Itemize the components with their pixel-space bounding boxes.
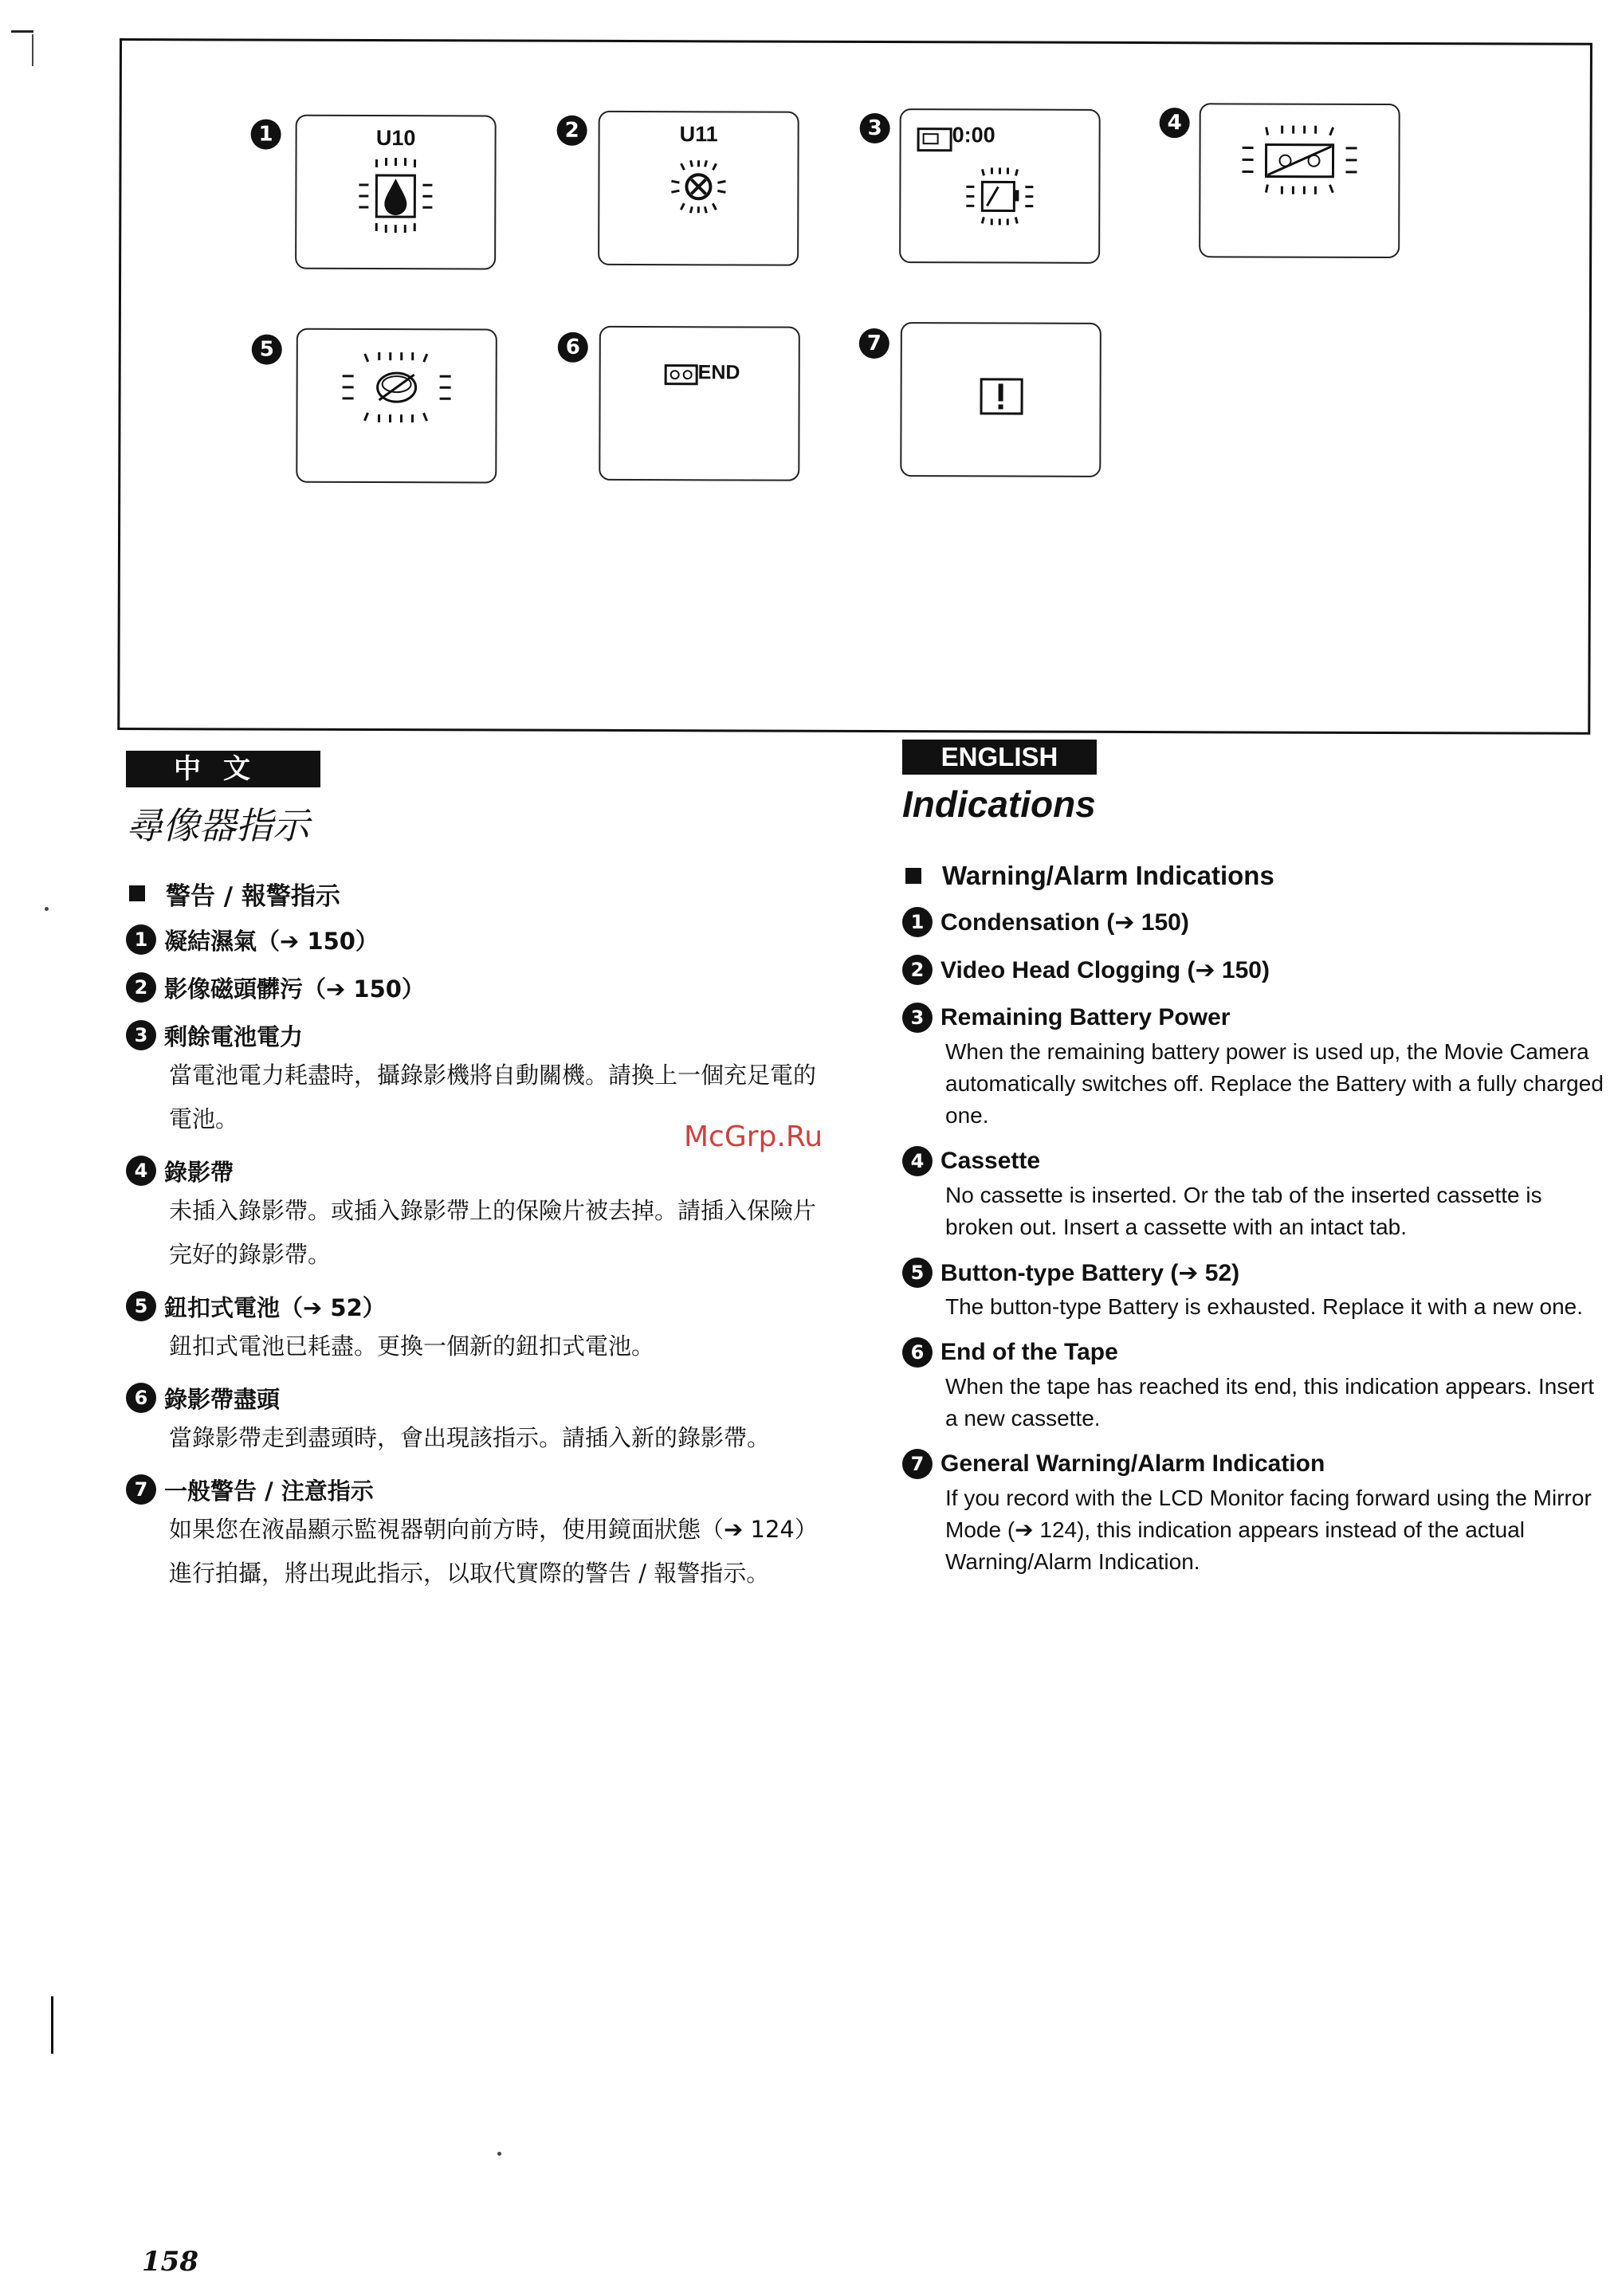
chinese-subheading bbox=[126, 875, 843, 912]
item-number: 4 bbox=[126, 1156, 156, 1186]
item-number: 7 bbox=[126, 1474, 156, 1505]
item-title: End of the Tape bbox=[940, 1339, 1118, 1365]
bullet-square-icon bbox=[905, 868, 921, 884]
item-body: If you record with the LCD Monitor facing forward using the Mirror Mode (➔ 124), this indication appears instead of the actual Warning/Alarm Indication. bbox=[945, 1486, 1592, 1574]
item-body: 如果您在液晶顯示監視器朝向前方時，使用鏡面狀態（➔ 124）進行拍攝，將出現此指示，以取代實際的警告 / 報警指示。 bbox=[169, 1516, 818, 1587]
item-title: Cassette bbox=[940, 1148, 1041, 1174]
chinese-item-4 bbox=[126, 1152, 843, 1277]
item-number: 2 bbox=[126, 972, 156, 1003]
item-number: 3 bbox=[902, 1003, 933, 1033]
english-item-3 bbox=[902, 999, 1604, 1132]
corner-crop-mark bbox=[11, 30, 33, 65]
battery-mini-icon bbox=[917, 128, 952, 151]
english-subheading bbox=[902, 858, 1604, 894]
chinese-list bbox=[126, 875, 843, 1607]
item-title: 鈕扣式電池（➔ 52） bbox=[164, 1293, 386, 1321]
item-number: 6 bbox=[902, 1337, 933, 1368]
item-title: 一般警告 / 注意指示 bbox=[164, 1477, 374, 1505]
item-number: 2 bbox=[902, 955, 933, 985]
warning-icon bbox=[980, 378, 1023, 414]
item-title: 錄影帶 bbox=[164, 1158, 234, 1186]
english-item-5 bbox=[902, 1254, 1604, 1323]
english-item-4 bbox=[902, 1143, 1604, 1243]
chinese-section-tab: 中文 bbox=[126, 751, 320, 787]
item-body: When the tape has reached its end, this indication appears. Insert a new cassette. bbox=[945, 1374, 1595, 1431]
watermark: McGrp.Ru bbox=[684, 1121, 823, 1153]
item-number: 5 bbox=[126, 1291, 156, 1321]
chinese-section-title: 尋像器指示 bbox=[126, 804, 309, 847]
margin-rule bbox=[51, 1996, 53, 2054]
item-number: 6 bbox=[126, 1383, 156, 1413]
item-body: The button-type Battery is exhausted. Replace it with a new one. bbox=[945, 1294, 1584, 1319]
screen-button-battery bbox=[296, 328, 497, 484]
chinese-item-2 bbox=[126, 969, 843, 1006]
item-title: Condensation (➔ 150) bbox=[940, 909, 1189, 936]
chinese-item-6 bbox=[126, 1380, 843, 1460]
chinese-item-5 bbox=[126, 1288, 843, 1368]
item-number: 1 bbox=[126, 924, 156, 955]
tape-end-label: END bbox=[697, 361, 740, 384]
speck bbox=[497, 2152, 501, 2156]
item-body: When the remaining battery power is used up, the Movie Camera automatically switches off. Replace the Battery with a fully charged one. bbox=[945, 1039, 1604, 1128]
item-title: 凝結濕氣（➔ 150） bbox=[164, 927, 379, 955]
item-body: 當電池電力耗盡時，攝錄影機將自動關機。請換上一個充足電的電池。 bbox=[169, 1062, 817, 1132]
screen-cassette bbox=[1199, 103, 1400, 258]
head-clog-icon bbox=[650, 149, 746, 237]
english-item-7 bbox=[902, 1446, 1604, 1578]
screen-end-of-tape bbox=[599, 326, 800, 481]
chinese-item-1 bbox=[126, 921, 843, 958]
item-number: 4 bbox=[902, 1146, 933, 1176]
item-title: 影像磁頭髒污（➔ 150） bbox=[164, 975, 425, 1003]
item-title: Video Head Clogging (➔ 150) bbox=[940, 956, 1270, 983]
english-section-title: Indications bbox=[902, 783, 1096, 825]
figure-number-6: 6 bbox=[558, 332, 588, 363]
english-item-6 bbox=[902, 1334, 1604, 1435]
item-body: 鈕扣式電池已耗盡。更換一個新的鈕扣式電池。 bbox=[169, 1332, 655, 1360]
chinese-subheading-text: 警告 / 報警指示 bbox=[166, 881, 340, 911]
english-list bbox=[902, 858, 1604, 1589]
figure-number-2: 2 bbox=[557, 116, 587, 146]
item-title: Remaining Battery Power bbox=[940, 1004, 1231, 1030]
condensation-drop-icon bbox=[348, 153, 443, 241]
figure-number-3: 3 bbox=[860, 113, 890, 143]
cassette-icon bbox=[1235, 116, 1363, 204]
english-item-2 bbox=[902, 952, 1604, 988]
button-battery-icon bbox=[332, 344, 460, 433]
chinese-item-7 bbox=[126, 1471, 843, 1595]
bullet-square-icon bbox=[129, 885, 145, 901]
battery-time: 0:00 bbox=[952, 123, 995, 147]
screen-head-clogging bbox=[598, 111, 799, 266]
battery-icon bbox=[952, 156, 1047, 244]
figure-number-5: 5 bbox=[252, 335, 282, 365]
english-item-1 bbox=[902, 904, 1604, 940]
item-title: General Warning/Alarm Indication bbox=[940, 1450, 1325, 1477]
screen-battery bbox=[899, 108, 1101, 264]
item-title: Button-type Battery (➔ 52) bbox=[940, 1259, 1240, 1286]
figure-number-1: 1 bbox=[251, 120, 281, 150]
english-subheading-text: Warning/Alarm Indications bbox=[942, 861, 1274, 890]
page-number: 158 bbox=[142, 2246, 198, 2278]
item-number: 5 bbox=[902, 1258, 933, 1288]
item-title: 剩餘電池電力 bbox=[164, 1022, 304, 1050]
screen-code-u11: U11 bbox=[679, 122, 718, 147]
item-body: 未插入錄影帶。或插入錄影帶上的保險片被去掉。請插入保險片完好的錄影帶。 bbox=[169, 1197, 817, 1268]
item-number: 1 bbox=[902, 907, 933, 937]
tape-end-icon bbox=[665, 364, 698, 385]
figure-number-4: 4 bbox=[1160, 108, 1190, 138]
figure-number-7: 7 bbox=[859, 328, 889, 359]
item-number: 3 bbox=[126, 1020, 156, 1050]
item-title: 錄影帶盡頭 bbox=[164, 1385, 281, 1413]
viewfinder-figure bbox=[117, 38, 1592, 735]
speck bbox=[45, 907, 49, 911]
screen-general-warning bbox=[900, 322, 1101, 477]
item-number: 7 bbox=[902, 1449, 933, 1479]
english-section-tab: ENGLISH bbox=[902, 740, 1097, 775]
screen-code-u10: U10 bbox=[375, 126, 416, 151]
item-body: 當錄影帶走到盡頭時，會出現該指示。請插入新的錄影帶。 bbox=[169, 1424, 771, 1451]
screen-condensation bbox=[295, 115, 497, 270]
item-body: No cassette is inserted. Or the tab of the inserted cassette is broken out. Insert a cassette with an intact tab. bbox=[945, 1183, 1542, 1239]
